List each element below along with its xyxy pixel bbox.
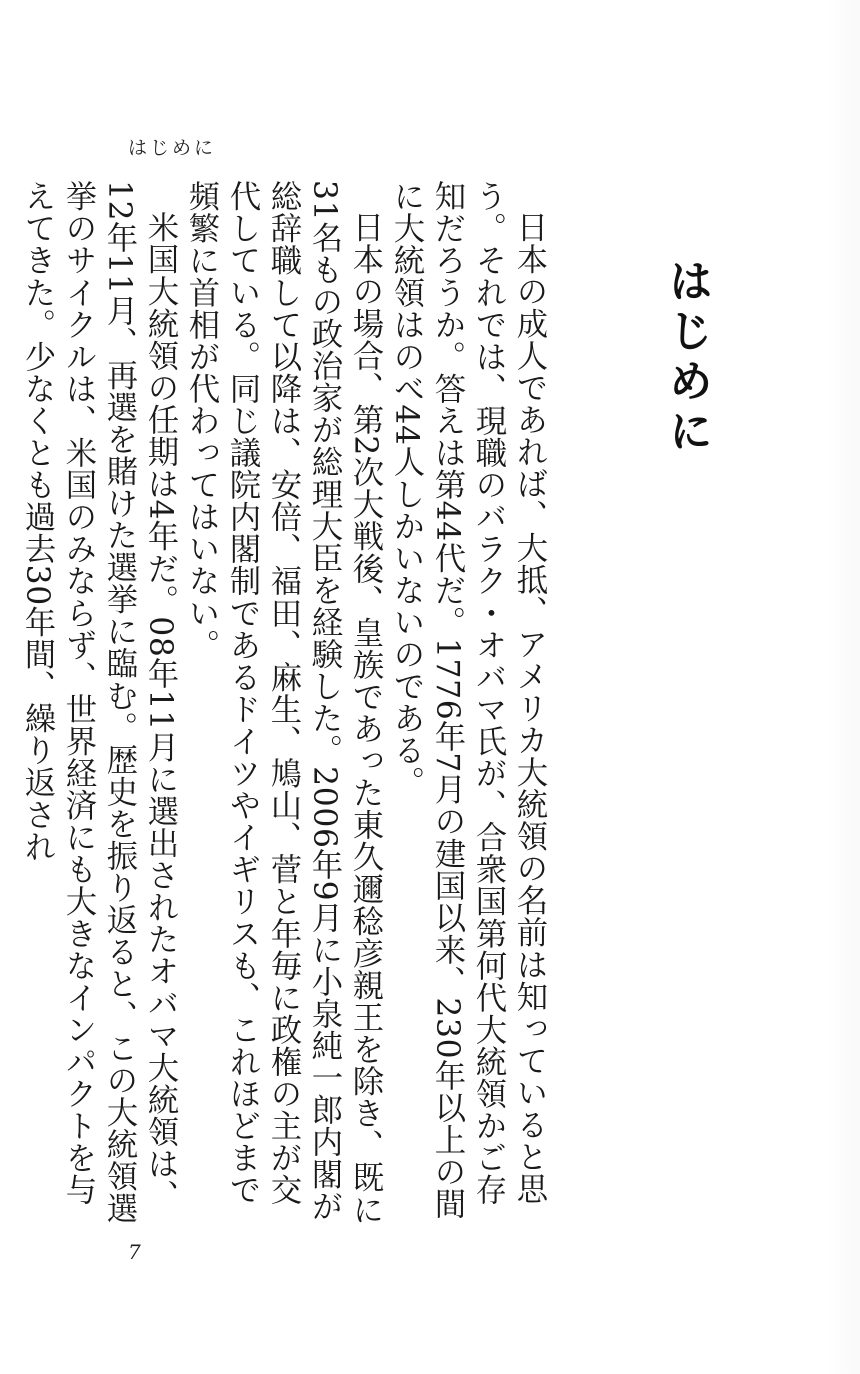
paragraph-2: 日本の場合、第2次大戦後、皇族であった東久邇稔彦親王を除き、既に31名もの政治家が総理大臣を経験した。2006年9月に小泉純一郎内閣が総辞職して以降は、安倍、福田、麻生、鳩山、菅と年毎に政権の主が交代している。同じ議院内閣制であるドイツやイギリスも、これほどまで頻繁に首相が代わってはいない。 xyxy=(183,180,383,1226)
paragraph-1: 日本の成人であれば、大抵、アメリカ大統領の名前は知っていると思う。それでは、現職のバラク・オバマ氏が、合衆国第何代大統領かご存知だろうか。答えは第44代だ。1776年7月の建国以来、230年以上の間に大統領はのべ44人しかいないのである。 xyxy=(388,180,547,1220)
chapter-title: はじめに xyxy=(661,258,712,458)
page-gutter-shade xyxy=(826,0,860,1374)
paragraph-3: 米国大統領の任期は4年だ。08年11月に選出されたオバマ大統領は、12年11月、再選を賭けた選挙に臨む。歴史を振り返ると、この大統領選挙のサイクルは、米国のみならず、世界経済にも大きなインパクトを与えてきた。少なくとも過去30年間、繰り返され xyxy=(19,180,178,1224)
running-head: はじめに xyxy=(128,137,217,159)
body-text xyxy=(19,180,549,1230)
page-number: 7 xyxy=(128,1240,141,1264)
